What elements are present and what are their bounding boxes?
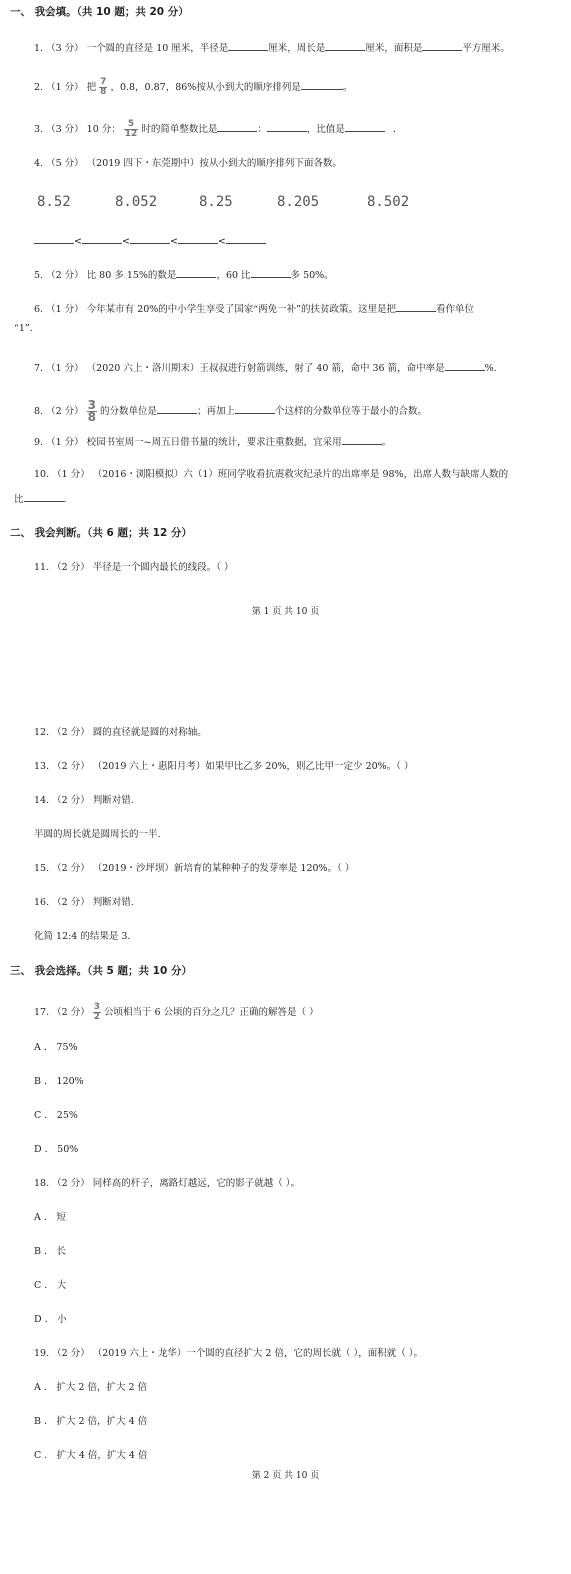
q1-text-b: 厘米，面积是 bbox=[365, 43, 423, 54]
answer-blank[interactable] bbox=[157, 403, 197, 414]
q3-text-post: ，比值是 bbox=[306, 124, 345, 135]
section-title-fill: 一、 我会填。（共 10 题；共 20 分） bbox=[10, 6, 189, 18]
q5-text: 5. （2 分） 比 80 多 15%的数是 bbox=[34, 270, 177, 281]
less-than-sign: < bbox=[121, 236, 130, 247]
question-8 bbox=[34, 400, 427, 423]
option-a[interactable]: A ． 75% bbox=[34, 1042, 78, 1053]
question-7 bbox=[34, 360, 497, 376]
q17-text-post: 公顷相当于 6 公顷的百分之几？正确的解答是（ ） bbox=[103, 1007, 319, 1018]
question-4: 4. （5 分） （2019 四下・东莞期中）按从小到大的顺序排列下面各数。 bbox=[34, 158, 342, 169]
q1-text-c: 平方厘米。 bbox=[462, 43, 510, 54]
q8-text-mid: 的分数单位是 bbox=[100, 406, 158, 417]
option-d[interactable]: D ． 小 bbox=[34, 1314, 67, 1325]
q3-text: 3. （3 分） 10 分： bbox=[34, 124, 121, 135]
fraction-numerator: 3 bbox=[87, 398, 97, 412]
answer-blank[interactable] bbox=[235, 403, 275, 414]
section-title-choice: 三、 我会选择。（共 5 题；共 10 分） bbox=[10, 965, 192, 977]
answer-blank[interactable] bbox=[396, 301, 436, 312]
fraction bbox=[99, 78, 107, 97]
number-item: 8.052 bbox=[115, 194, 158, 210]
question-19: 19. （2 分） （2019 六上・龙华）一个圆的直径扩大 2 倍，它的周长就（ ），面积就（ ）。 bbox=[34, 1348, 424, 1359]
section-title-judge: 二、 我会判断。（共 6 题；共 12 分） bbox=[10, 527, 192, 539]
q10-continuation bbox=[14, 491, 67, 507]
question-15: 15. （2 分） （2019・沙坪坝）新培育的某种种子的发芽率是 120%。（ ） bbox=[34, 863, 355, 874]
fraction bbox=[87, 400, 97, 423]
question-2 bbox=[34, 78, 352, 97]
question-3 bbox=[34, 120, 402, 139]
fraction-denominator: 8 bbox=[87, 410, 97, 424]
q17-text: 17. （2 分） bbox=[34, 1007, 90, 1018]
option-c[interactable]: C ． 大 bbox=[34, 1280, 67, 1291]
number-item: 8.502 bbox=[367, 194, 410, 210]
less-than-sign: < bbox=[217, 236, 226, 247]
q5-text-post: 多 50%。 bbox=[290, 270, 334, 281]
question-10: 10. （1 分） （2016・浏阳模拟）六（1）班同学收看抗震救灾纪录片的出席率是 98%，出席人数与缺席人数的 bbox=[34, 469, 509, 480]
q10-text-line2: 比 bbox=[14, 494, 24, 505]
q9-text-end: 。 bbox=[381, 437, 392, 448]
q7-text: 7. （1 分） （2020 六上・洛川期末）王叔叔进行射箭训练，射了 40 箭，命中 36 箭，命中率是 bbox=[34, 363, 445, 374]
answer-blank[interactable] bbox=[445, 360, 485, 371]
answer-blank[interactable] bbox=[301, 79, 343, 90]
option-b[interactable]: B ． 长 bbox=[34, 1246, 67, 1257]
number-list bbox=[0, 194, 571, 212]
q10-text-end: . bbox=[63, 494, 67, 505]
fraction-denominator: 12 bbox=[124, 129, 138, 139]
question-17 bbox=[34, 1003, 319, 1022]
q2-text-post: ，0.8，0.87，86%按从小到大的顺序排列是 bbox=[110, 82, 301, 93]
question-14: 14. （2 分） 判断对错. bbox=[34, 795, 134, 806]
option-b[interactable]: B ． 扩大 2 倍，扩大 4 倍 bbox=[34, 1416, 148, 1427]
q1-text: 1. （3 分） 一个圆的直径是 10 厘米，半径是 bbox=[34, 43, 229, 54]
less-than-sign: < bbox=[169, 236, 178, 247]
page-footer: 第 1 页 共 10 页 bbox=[251, 607, 320, 617]
fraction bbox=[124, 120, 139, 139]
q1-text-a: 厘米，周长是 bbox=[268, 43, 326, 54]
fraction-numerator: 7 bbox=[100, 77, 107, 87]
answer-blank[interactable] bbox=[422, 40, 462, 51]
option-a[interactable]: A ． 扩大 2 倍，扩大 2 倍 bbox=[34, 1382, 148, 1393]
q6-continuation: “1”. bbox=[14, 323, 33, 334]
question-13: 13. （2 分） （2019 六上・惠阳月考）如果甲比乙多 20%，则乙比甲一定少 20%。（ ） bbox=[34, 761, 414, 772]
q6-text: 6. （1 分） 今年某市有 20%的中小学生享受了国家“两免一补”的扶贫政策。这里是把 bbox=[34, 304, 397, 315]
question-12: 12. （2 分） 圆的直径就是圆的对称轴。 bbox=[34, 727, 207, 738]
number-item: 8.52 bbox=[37, 194, 71, 210]
q8-text: 8. （2 分） bbox=[34, 406, 84, 417]
option-a[interactable]: A ． 短 bbox=[34, 1212, 66, 1223]
option-d[interactable]: D ． 50% bbox=[34, 1144, 79, 1155]
question-1 bbox=[34, 40, 510, 56]
answer-blank[interactable] bbox=[325, 40, 365, 51]
option-b[interactable]: B ． 120% bbox=[34, 1076, 84, 1087]
answer-blank[interactable] bbox=[24, 491, 64, 502]
fraction-numerator: 5 bbox=[124, 120, 139, 130]
fraction bbox=[93, 1003, 101, 1022]
answer-blank[interactable] bbox=[178, 233, 218, 244]
answer-blank[interactable] bbox=[267, 121, 307, 132]
q2-text: 2. （1 分） 把 bbox=[34, 82, 97, 93]
q3-colon: ： bbox=[257, 124, 267, 135]
answer-blank[interactable] bbox=[130, 233, 170, 244]
question-6 bbox=[34, 301, 474, 317]
number-item: 8.205 bbox=[277, 194, 320, 210]
fraction-numerator: 3 bbox=[93, 1002, 100, 1012]
question-11: 11. （2 分） 半径是一个圆内最长的线段。（ ） bbox=[34, 562, 234, 573]
answer-blank[interactable] bbox=[34, 233, 74, 244]
q7-text-post: %. bbox=[484, 363, 497, 374]
question-18: 18. （2 分） 同样高的杆子，离路灯越远，它的影子就越（ ）。 bbox=[34, 1178, 300, 1189]
q2-text-end: 。 bbox=[342, 82, 353, 93]
q3-text-end: ． bbox=[392, 124, 403, 135]
fraction-denominator: 8 bbox=[100, 87, 107, 97]
q8-text-post: 个这样的分数单位等于最小的合数。 bbox=[275, 406, 428, 417]
q5-text-mid: ，60 比 bbox=[216, 270, 251, 281]
question-16-body: 化简 12:4 的结果是 3. bbox=[34, 931, 131, 942]
answer-blank[interactable] bbox=[345, 121, 385, 132]
ordering-blanks bbox=[34, 233, 266, 249]
fraction-denominator: 2 bbox=[93, 1012, 100, 1022]
question-14-body: 半圆的周长就是圆周长的一半. bbox=[34, 829, 161, 840]
question-9 bbox=[34, 434, 391, 450]
answer-blank[interactable] bbox=[217, 121, 257, 132]
answer-blank[interactable] bbox=[342, 434, 382, 445]
less-than-sign: < bbox=[74, 236, 82, 247]
answer-blank[interactable] bbox=[228, 40, 268, 51]
answer-blank[interactable] bbox=[176, 267, 216, 278]
q9-text: 9. （1 分） 校园书室周一~周五日借书量的统计，要求注重数据，宜采用 bbox=[34, 437, 342, 448]
answer-blank[interactable] bbox=[82, 233, 122, 244]
q8-text-mid2: ；再加上 bbox=[197, 406, 236, 417]
question-5 bbox=[34, 267, 334, 283]
answer-blank[interactable] bbox=[251, 267, 291, 278]
question-16: 16. （2 分） 判断对错. bbox=[34, 897, 134, 908]
q3-text-mid: 时的简单整数比是 bbox=[141, 124, 218, 135]
option-c[interactable]: C ． 扩大 4 倍，扩大 4 倍 bbox=[34, 1450, 148, 1461]
number-item: 8.25 bbox=[199, 194, 233, 210]
page-footer: 第 2 页 共 10 页 bbox=[251, 1471, 320, 1481]
option-c[interactable]: C ． 25% bbox=[34, 1110, 78, 1121]
answer-blank[interactable] bbox=[226, 233, 266, 244]
q6-text-post: 看作单位 bbox=[436, 304, 475, 315]
